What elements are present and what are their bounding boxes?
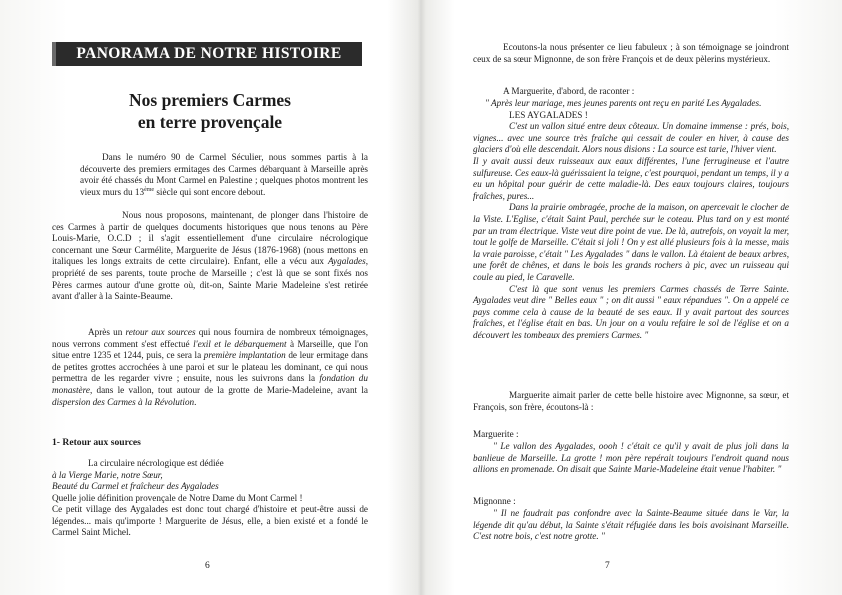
quote-paragraph: LES AYGALADES ! xyxy=(509,109,588,120)
speaker-label: Marguerite : xyxy=(473,429,519,439)
page-number: 6 xyxy=(205,561,210,571)
title-line-1: Nos premiers Carmes xyxy=(129,90,291,110)
quote-paragraph: Il y avait aussi deux ruisseaux aux eaux différentes, l'une ferrugineuse et l'autre sulfureuse. Ces eaux-là guérissaient la teigne, c'est pourquoi, pendant un temps, il y a eu un hôpital pour guérir de cette maladie-là. Des eaux toujours claires, toujours fraîches, pures... xyxy=(473,155,789,201)
quote-paragraph: " Après leur mariage, mes jeunes parents ont reçu en parité Les Aygalades. xyxy=(485,98,762,108)
paragraph-intro: Dans le numéro 90 de Carmel Séculier, nous sommes partis à la découverte des premiers ermitages des Carmes débarquant à Marseille après avoir été chassés du Mont Carmel en Palestine ; quelques photos montrent les vieux murs du 13ème siècle qui sont encore debout. xyxy=(80,152,368,197)
quote-marguerite-grotte: " Le vallon des Aygalades, oooh ! c'était ce qu'il y avait de plus joli dans la banlieue de Marseille. La grotte ! mon père repérait toujours l'endroit quand nous allions en promenade. On disait que Sainte Marie-Madeleine était venue l'habiter. " xyxy=(473,441,789,475)
paragraph-village: Ce petit village des Aygalades est donc tout chargé d'histoire et peut-être aussi de légendes... mais qu'importe ! Marguerite de Jésus, elle, a bien existé et a fondé le Carmel Saint Michel. xyxy=(52,504,368,538)
dedication-line: Quelle jolie définition provençale de Notre Dame du Mont Carmel ! xyxy=(52,492,303,503)
paragraph-intro: Ecoutons-la nous présenter ce lieu fabuleux ; à son témoignage se joindront ceux de sa sœur Mignonne, de son frère François et de deux pèlerins mystérieux. xyxy=(473,42,789,64)
paragraph-mignonne: Marguerite aimait parler de cette belle histoire avec Mignonne, sa sœur, et François, son frère, écoutons-là : xyxy=(473,390,789,412)
right-page xyxy=(421,0,842,595)
paragraph-plan: Après un retour aux sources qui nous fournira de nombreux témoignages, nous verrons comment s'est effectué l'exil et le débarquement à Marseille, que l'on situe entre 1235 et 1244, puis, ce sera la première implantation de leur ermitage dans de petites grottes accrochées à une paroi et sur le plateau les dominant, ce qui nous permettra de les regarder vivre ; ensuite, nous les suivrons dans la fondation du monastère, dans le vallon, tout autour de la grotte de Marie-Madeleine, avant la dispersion des Carmes à la Révolution. xyxy=(52,327,369,407)
speaker-label: Mignonne : xyxy=(473,496,516,506)
title-line-2: en terre provençale xyxy=(137,112,283,132)
quote-paragraph: C'est là que sont venus les premiers Carmes chassés de Terre Sainte. Aygalades veut dire " Belles eaux " ; on dit aussi " eaux répandues ". On a appelé ce pays comme cela à cause de la beauté de ses eaux. Il y avait partout des sources fraîches, et l'église était en bas. Un jour on a voulu refaire le sol de l'église et on a découvert les tombeaux des premiers Carmes. " xyxy=(473,283,789,340)
section-banner: PANORAMA DE NOTRE HISTOIRE xyxy=(52,42,362,66)
circular-dedication xyxy=(52,458,368,504)
page-number: 7 xyxy=(605,561,610,571)
paragraph-documents: Nous nous proposons, maintenant, de plonger dans l'histoire de ces Carmes à partir de quelques documents historiques que nous tenons au Père Louis-Marie, O.C.D ; il s'agit essentiellement d'une circulaire nécrologique concernant une Sœur Carmélite, Marguerite de Jésus (1876-1968) (nous mettons en italiques les longs extraits de cette circulaire). Enfant, elle a vécu aux Aygalades, propriété de ses parents, toute proche de Marseille ; c'est là que se sont fixés nos Pères carmes autour d'une grotte où, dit-on, Sainte Marie Madeleine s'est retirée avant d'aller à la Sainte-Beaume. xyxy=(52,210,368,302)
article-title xyxy=(60,89,360,133)
paragraph-marguerite-intro: A Marguerite, d'abord, de raconter : xyxy=(503,86,635,96)
dedication-line: à la Vierge Marie, notre Sœur, xyxy=(52,469,163,480)
quote-mignonne: " Il ne faudrait pas confondre avec la Sainte-Beaume située dans le Var, la légende dit qu'au début, la Sainte s'était réfugiée dans les bois avoisinant Marseille. C'est notre bois, c'est notre grotte. " xyxy=(473,508,789,542)
quote-paragraph: Dans la prairie ombragée, proche de la maison, on apercevait le clocher de la Viste. L'Eglise, c'était Saint Paul, perchée sur le coteau. Plus tard on y est monté par un tram électrique. Viste veut dire point de vue. De là, autrefois, on voyait la mer, tout le golfe de Marseille. C'était si joli ! On y est allé plusieurs fois à la messe, mais la vraie paroisse, c'était " Les Aygalades " dans le vallon. Là étaient de beaux arbres, une forêt de chênes, et dans le bois les grands rochers à pic, avec un ruisseau qui coule au pied, le Caravelle. xyxy=(473,202,789,282)
quote-paragraph: C'est un vallon situé entre deux côteaux. Un domaine immense : prés, bois, vignes... avec une source très fraîche qui cessait de couler en hiver, à cause des glaciers d'où elle descendait. Alors nous disions : La source est tarie, l'hiver vient. xyxy=(473,121,789,155)
section-heading: 1- Retour aux sources xyxy=(52,437,141,448)
dedication-line: La circulaire nécrologique est dédiée xyxy=(88,458,224,468)
quote-marguerite xyxy=(473,98,789,341)
dedication-line: Beauté du Carmel et fraîcheur des Aygalades xyxy=(52,481,219,492)
